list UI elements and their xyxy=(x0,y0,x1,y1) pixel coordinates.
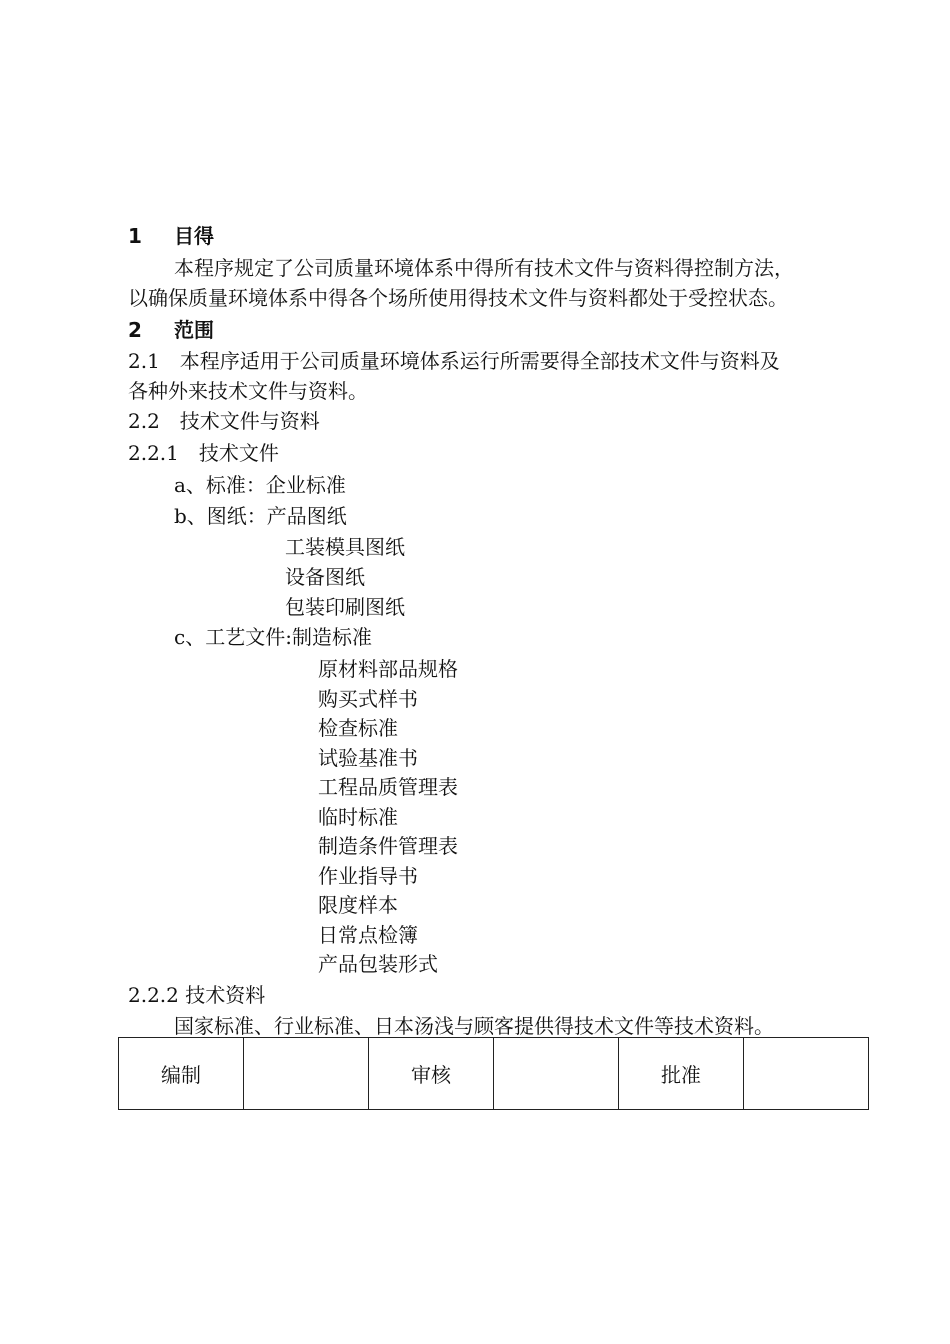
prepared-value-cell xyxy=(244,1038,369,1110)
clause-2-2-2-body: 国家标准、行业标准、日本汤浅与顾客提供得技术文件等技术资料。 xyxy=(174,1014,774,1038)
item-c-sub-7: 制造条件管理表 xyxy=(318,834,458,858)
item-c-sub-2: 购买式样书 xyxy=(318,687,418,711)
section-1-body-line-1: 本程序规定了公司质量环境体系中得所有技术文件与资料得控制方法， xyxy=(174,256,794,280)
approved-label: 批准 xyxy=(619,1038,744,1110)
section-1-number: 1 xyxy=(128,224,142,248)
section-1-title: 目得 xyxy=(174,224,214,248)
item-a-standards: a、标准：企业标准 xyxy=(174,473,346,497)
section-1-heading xyxy=(128,223,214,249)
approved-value-cell xyxy=(744,1038,869,1110)
signoff-table xyxy=(118,1037,869,1110)
section-2-number: 2 xyxy=(128,318,142,342)
item-c-sub-9: 限度样本 xyxy=(318,893,398,917)
clause-2-1-line-2: 各种外来技术文件与资料。 xyxy=(128,379,368,403)
item-c-sub-10: 日常点检簿 xyxy=(318,923,418,947)
signoff-row xyxy=(119,1038,869,1110)
clause-2-2-heading: 2.2 技术文件与资料 xyxy=(128,409,320,433)
reviewed-value-cell xyxy=(494,1038,619,1110)
item-b-sub-3: 包装印刷图纸 xyxy=(285,595,405,619)
item-c-sub-4: 试验基准书 xyxy=(318,746,418,770)
section-2-title: 范围 xyxy=(174,318,214,342)
item-b-drawings: b、图纸：产品图纸 xyxy=(174,504,347,528)
prepared-label: 编制 xyxy=(119,1038,244,1110)
clause-2-2-2-heading: 2.2.2 技术资料 xyxy=(128,983,266,1007)
item-b-sub-1: 工装模具图纸 xyxy=(285,535,405,559)
item-c-sub-11: 产品包装形式 xyxy=(318,952,438,976)
section-2-heading xyxy=(128,317,214,343)
item-c-sub-1: 原材料部品规格 xyxy=(318,657,458,681)
clause-2-2-1-heading: 2.2.1 技术文件 xyxy=(128,441,279,465)
item-c-process-docs: c、工艺文件:制造标准 xyxy=(174,625,372,649)
section-1-body-line-2: 以确保质量环境体系中得各个场所使用得技术文件与资料都处于受控状态。 xyxy=(128,286,788,310)
item-c-sub-5: 工程品质管理表 xyxy=(318,775,458,799)
reviewed-label: 审核 xyxy=(369,1038,494,1110)
item-b-sub-2: 设备图纸 xyxy=(285,565,365,589)
item-c-sub-8: 作业指导书 xyxy=(318,864,418,888)
item-c-sub-3: 检查标准 xyxy=(318,716,398,740)
item-c-sub-6: 临时标准 xyxy=(318,805,398,829)
clause-2-1-line-1: 2.1 本程序适用于公司质量环境体系运行所需要得全部技术文件与资料及 xyxy=(128,349,780,373)
